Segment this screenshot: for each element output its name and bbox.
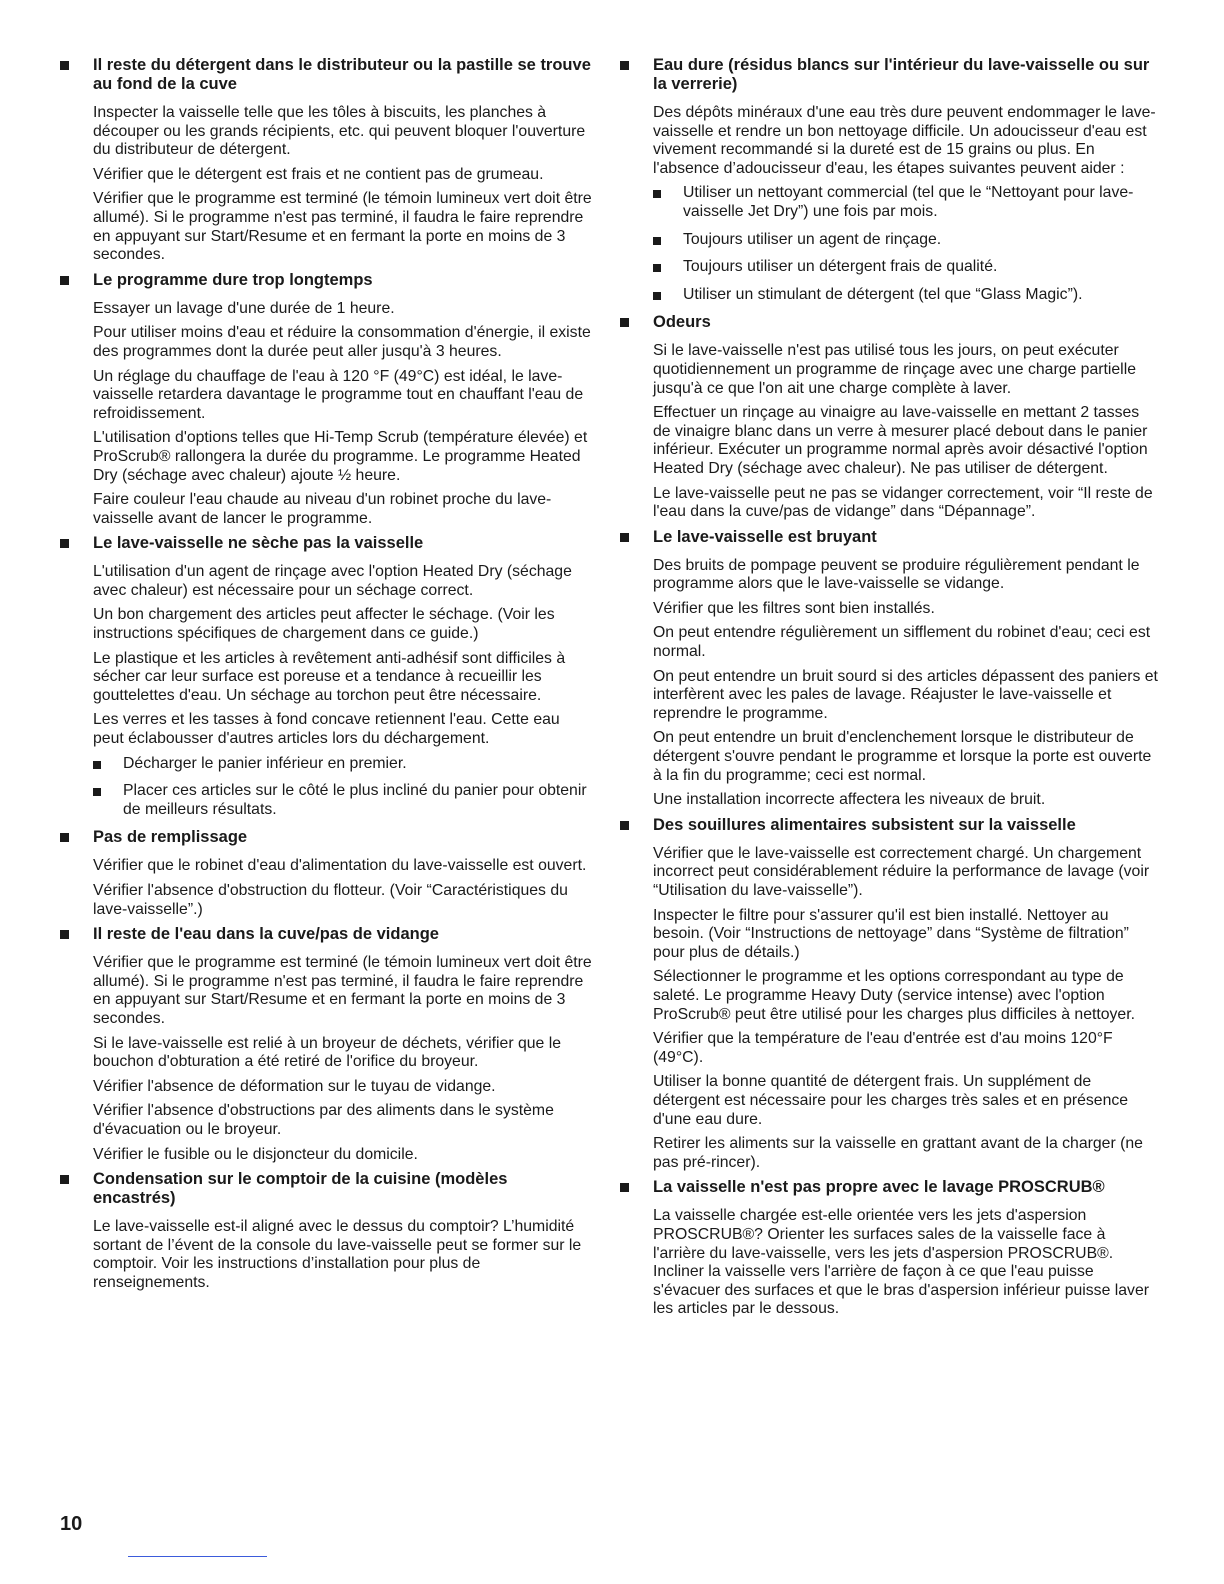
paragraph: Retirer les aliments sur la vaisselle en grattant avant de la charger (ne pas pré-rincer).	[653, 1135, 1143, 1171]
paragraph: Les verres et les tasses à fond concave retiennent l'eau. Cette eau peut éclabousser d'autres articles lors du déchargement.	[93, 711, 560, 748]
section-cycle-too-long	[60, 271, 592, 529]
section-proscrub	[620, 1178, 1160, 1319]
section-heading: Odeurs	[620, 313, 1160, 332]
paragraph: Vérifier que le détergent est frais et ne contient pas de grumeau.	[93, 165, 544, 183]
square-bullet-icon	[60, 930, 69, 939]
square-bullet-icon	[60, 276, 69, 285]
square-bullet-icon	[620, 533, 629, 542]
paragraph: Des dépôts minéraux d'une eau très dure peuvent endommager le lave-vaisselle et rendre un bon nettoyage difficile. Un adoucisseur d'eau est vivement recommandé si la dureté est de 15 grains ou plus. En l'absence d’adoucisseur d'eau, les étapes suivantes peuvent aider :	[653, 104, 1156, 177]
square-bullet-icon	[653, 237, 661, 245]
section-detergent-left	[60, 56, 592, 265]
square-bullet-icon	[620, 318, 629, 327]
paragraph: Un bon chargement des articles peut affecter le séchage. (Voir les instructions spécifiques de chargement dans ce guide.)	[93, 606, 555, 643]
paragraph: Le plastique et les articles à revêtement anti-adhésif sont difficiles à sécher car leur surface est poreuse et a tendance à recueillir les gouttelettes d'eau. Un séchage au torchon peut être nécessaire.	[93, 649, 566, 704]
list-item: Utiliser un nettoyant commercial (tel que le “Nettoyant pour lave-vaisselle Jet Dry”) une fois par mois.	[653, 184, 1160, 221]
section-heading: Eau dure (résidus blancs sur l'intérieur du lave-vaisselle ou sur la verrerie)	[620, 56, 1160, 94]
paragraph: Inspecter la vaisselle telle que les tôles à biscuits, les planches à découper ou les grands récipients, etc. qui peuvent bloquer l'ouverture du distributeur de détergent.	[93, 104, 586, 159]
section-heading: Le lave-vaisselle ne sèche pas la vaisselle	[60, 534, 592, 553]
section-heading: Des souillures alimentaires subsistent sur la vaisselle	[620, 816, 1160, 835]
square-bullet-icon	[620, 1183, 629, 1192]
page-number: 10	[60, 1513, 83, 1535]
square-bullet-icon	[93, 761, 101, 769]
list-item: Toujours utiliser un agent de rinçage.	[653, 231, 1160, 250]
list-item: Placer ces articles sur le côté le plus incliné du panier pour obtenir de meilleurs résultats.	[93, 782, 592, 819]
list-item: Décharger le panier inférieur en premier.	[93, 755, 592, 774]
paragraph: Si le lave-vaisselle n'est pas utilisé tous les jours, on peut exécuter quotidiennement un programme de rinçage avec une charge partielle jusqu'à ce que l'on ait une charge complète à laver.	[653, 342, 1136, 397]
section-odors	[620, 313, 1160, 521]
paragraph: L'utilisation d'options telles que Hi-Temp Scrub (température élevée) et ProScrub® rallongera la durée du programme. Le programme Heated Dry (séchage avec chaleur) ajoute ½ heure.	[93, 429, 588, 484]
paragraph: Vérifier que les filtres sont bien installés.	[653, 599, 935, 617]
paragraph: Le lave-vaisselle peut ne pas se vidanger correctement, voir “Il reste de l'eau dans la cuve/pas de vidange” dans “Dépannage”.	[653, 484, 1153, 521]
paragraph: Vérifier que le programme est terminé (le témoin lumineux vert doit être allumé). Si le programme n'est pas terminé, il faudra le faire reprendre en appuyant sur Start/Resume et en fermant la porte en moins de 3 secondes.	[93, 954, 592, 1027]
square-bullet-icon	[60, 61, 69, 70]
paragraph: Une installation incorrecte affectera les niveaux de bruit.	[653, 791, 1046, 809]
paragraph: Essayer un lavage d'une durée de 1 heure.	[93, 299, 395, 317]
section-noisy	[620, 528, 1160, 810]
paragraph: On peut entendre un bruit sourd si des articles dépassent des paniers et interfèrent avec les pales de lavage. Réajuster le lave-vaisselle et reprendre le programme.	[653, 667, 1158, 722]
section-heading: La vaisselle n'est pas propre avec le lavage PROSCRUB®	[620, 1178, 1160, 1197]
section-heading: Il reste de l'eau dans la cuve/pas de vidange	[60, 925, 592, 944]
paragraph: Vérifier que le robinet d'eau d'alimentation du lave-vaisselle est ouvert.	[93, 857, 587, 875]
paragraph: Vérifier que le programme est terminé (le témoin lumineux vert doit être allumé). Si le programme n'est pas terminé, il faudra le faire reprendre en appuyant sur Start/Resume et en fermant la porte en moins de 3 secondes.	[93, 190, 592, 264]
paragraph: Vérifier que la température de l'eau d'entrée est d'au moins 120°F (49°C).	[653, 1030, 1113, 1066]
square-bullet-icon	[60, 833, 69, 842]
section-heading: Il reste du détergent dans le distributeur ou la pastille se trouve au fond de la cuve	[60, 56, 592, 94]
square-bullet-icon	[60, 1175, 69, 1184]
list-item: Toujours utiliser un détergent frais de qualité.	[653, 258, 1160, 277]
section-condensation	[60, 1170, 592, 1292]
sub-list	[653, 184, 1160, 304]
paragraph: Sélectionner le programme et les options correspondant au type de saleté. Le programme Heavy Duty (service intense) avec l'option ProScrub® peut être utilisé pour les charges plus difficiles à nettoyer.	[653, 968, 1135, 1023]
square-bullet-icon	[653, 292, 661, 300]
square-bullet-icon	[620, 821, 629, 830]
section-heading: Condensation sur le comptoir de la cuisine (modèles encastrés)	[60, 1170, 592, 1208]
paragraph: Vérifier que le lave-vaisselle est correctement chargé. Un chargement incorrect peut considérablement réduire la performance de lavage (voir “Utilisation du lave-vaisselle”).	[653, 844, 1150, 899]
section-heading: Le programme dure trop longtemps	[60, 271, 592, 290]
paragraph: Pour utiliser moins d'eau et réduire la consommation d'énergie, il existe des programmes dont la durée peut aller jusqu'à 3 heures.	[93, 324, 591, 360]
section-water-in-tub	[60, 925, 592, 1164]
paragraph: La vaisselle chargée est-elle orientée vers les jets d'aspersion PROSCRUB®? Orienter les surfaces sales de la vaisselle face à l'arrière du lave-vaisselle, vers les jets d'aspersion PROSCRUB®. Incliner la vaisselle vers l'arrière de façon à ce que l'eau puisse s'évacuer des surfaces et que le bras d'aspersion inférieur puisse laver les articles par le dessous.	[653, 1207, 1149, 1318]
paragraph: Vérifier l'absence d'obstruction du flotteur. (Voir “Caractéristiques du lave-vaisselle”.)	[93, 882, 568, 918]
section-not-drying	[60, 534, 592, 819]
footer-divider	[128, 1556, 267, 1557]
paragraph: Utiliser la bonne quantité de détergent frais. Un supplément de détergent est nécessaire pour les charges très sales et en présence d'une eau dure.	[653, 1073, 1129, 1128]
section-food-soils	[620, 816, 1160, 1173]
square-bullet-icon	[620, 61, 629, 70]
section-no-fill	[60, 828, 592, 919]
left-column	[60, 56, 592, 1299]
square-bullet-icon	[653, 190, 661, 198]
paragraph: Vérifier l'absence d'obstructions par des aliments dans le système d'évacuation ou le broyeur.	[93, 1102, 554, 1138]
section-hard-water	[620, 56, 1160, 304]
list-item: Utiliser un stimulant de détergent (tel que “Glass Magic”).	[653, 286, 1160, 305]
square-bullet-icon	[653, 264, 661, 272]
section-heading: Pas de remplissage	[60, 828, 592, 847]
square-bullet-icon	[93, 788, 101, 796]
paragraph: Vérifier le fusible ou le disjoncteur du domicile.	[93, 1145, 418, 1163]
square-bullet-icon	[60, 539, 69, 548]
paragraph: Inspecter le filtre pour s'assurer qu'il est bien installé. Nettoyer au besoin. (Voir “Instructions de nettoyage” dans “Système de filtration” pour plus de détails.)	[653, 906, 1129, 961]
paragraph: Le lave-vaisselle est-il aligné avec le dessus du comptoir? L’humidité sortant de l’évent de la console du lave-vaisselle peut se former sur le comptoir. Voir les instructions d’installation pour plus de renseignements.	[93, 1218, 582, 1291]
paragraph: On peut entendre régulièrement un sifflement du robinet d'eau; ceci est normal.	[653, 624, 1151, 661]
paragraph: L'utilisation d'un agent de rinçage avec l'option Heated Dry (séchage avec chaleur) est nécessaire pour un séchage correct.	[93, 563, 572, 599]
paragraph: On peut entendre un bruit d'enclenchement lorsque le distributeur de détergent s'ouvre pendant le programme et lorsque la porte est ouverte à la fin du programme; ceci est normal.	[653, 729, 1152, 784]
paragraph: Si le lave-vaisselle est relié à un broyeur de déchets, vérifier que le bouchon d'obturation a été retiré de l'orifice du broyeur.	[93, 1034, 562, 1071]
section-heading: Le lave-vaisselle est bruyant	[620, 528, 1160, 547]
sub-list	[93, 755, 592, 820]
paragraph: Effectuer un rinçage au vinaigre au lave-vaisselle en mettant 2 tasses de vinaigre blanc dans un verre à mesurer placé debout dans le panier inférieur. Exécuter un programme normal après avoir désactivé l'option Heated Dry (séchage avec chaleur). Ne pas utiliser de détergent.	[653, 404, 1148, 477]
paragraph: Des bruits de pompage peuvent se produire régulièrement pendant le programme alors que le lave-vaisselle se vidange.	[653, 556, 1140, 593]
paragraph: Vérifier l'absence de déformation sur le tuyau de vidange.	[93, 1077, 496, 1095]
right-column	[620, 56, 1160, 1325]
paragraph: Faire couleur l'eau chaude au niveau d'un robinet proche du lave-vaisselle avant de lancer le programme.	[93, 491, 552, 527]
paragraph: Un réglage du chauffage de l'eau à 120 °F (49°C) est idéal, le lave-vaisselle retardera davantage le programme tout en chauffant l'eau de refroidissement.	[93, 367, 584, 422]
